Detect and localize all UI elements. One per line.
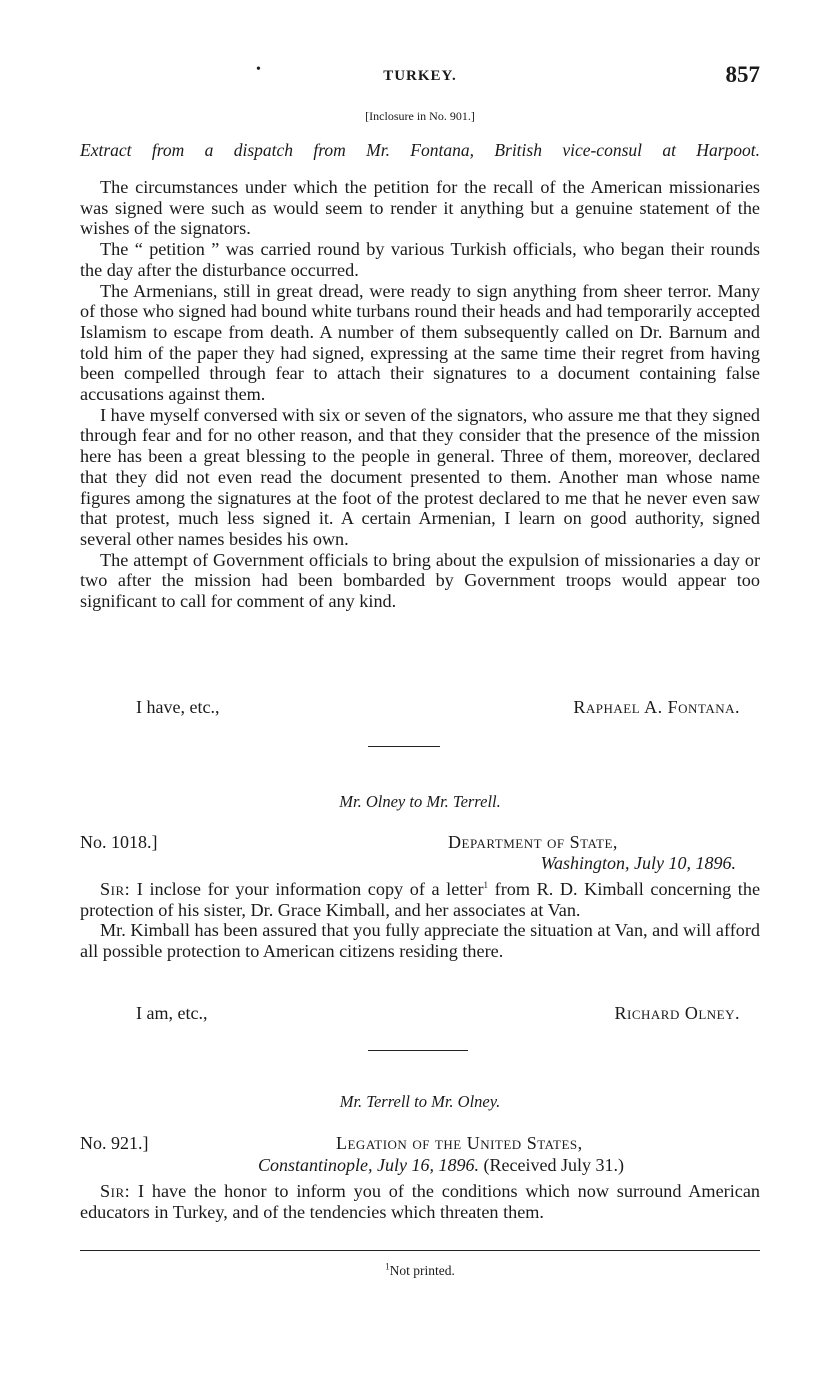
section-divider — [368, 746, 440, 747]
fontana-closing: I have, etc., — [136, 697, 220, 717]
footnote — [80, 1263, 760, 1279]
paragraph — [80, 1181, 760, 1222]
paragraph: I have myself conversed with six or seven of the signators, who assure me that they signed through fear and for no other reason, and that they consider that the presence of the mission here has been a great blessing to the people in general. Three of them, moreover, declared that they did not even read the document presented to them. Another man whose name figures among the signatures at the foot of the protest declared to me that he never even saw that protest, much less signed it. A certain Armenian, I learn on good authority, signed several other names besides his own. — [80, 404, 760, 549]
olney-closing: I am, etc., — [136, 1003, 208, 1023]
terrell-legation: Legation of the United States, — [336, 1133, 583, 1153]
paragraph: The “ petition ” was carried round by various Turkish officials, who began their rounds the day after the disturbance occurred. — [80, 239, 760, 280]
extract-title: Extract from a dispatch from Mr. Fontana, British vice-consul at Harpoot. — [80, 140, 760, 160]
terrell-received: (Received July 31.) — [483, 1155, 624, 1175]
paragraph — [80, 879, 760, 920]
footnote-mark: 1 — [385, 1261, 390, 1272]
paragraph: The Armenians, still in great dread, were ready to sign anything from sheer terror. Many of those who signed had bound white turbans round their heads and had temporarily accepted Islamism to escape from death. A number of them subsequently called on Dr. Barnum and told him of the paper they had signed, expressing at the same time their regret from having been compelled through fear to attach their signatures to a document containing false accusations against them. — [80, 280, 760, 405]
olney-department: Department of State, — [448, 832, 618, 852]
terrell-dateline — [258, 1155, 624, 1176]
olney-heading: Mr. Olney to Mr. Terrell. — [339, 792, 501, 811]
olney-signature: Richard Olney. — [614, 1003, 740, 1023]
fontana-signature: Raphael A. Fontana. — [573, 697, 740, 717]
paragraph: The attempt of Government officials to bring about the expulsion of missionaries a day or two after the mission had been bombarded by Government troops would appear too significant to call for comment of any kind. — [80, 549, 760, 612]
olney-number: No. 1018.] — [80, 832, 158, 852]
text: from R. D. Kimball concerning the protection of his sister, Dr. Grace Kimball, and her associates at Van. — [80, 879, 761, 920]
text: I have the honor to inform you of the conditions which now surround American educators in Turkey, and of the tendencies which threaten them. — [80, 1181, 760, 1222]
paragraph: Mr. Kimball has been assured that you fully appreciate the situation at Van, and will afford all possible protection to American citizens residing there. — [80, 920, 760, 962]
salutation: Sir: — [100, 879, 131, 899]
terrell-heading: Mr. Terrell to Mr. Olney. — [339, 1092, 501, 1111]
terrell-body — [80, 1181, 760, 1222]
section-divider — [368, 1050, 468, 1051]
text: I inclose for your information copy of a letter — [136, 879, 484, 899]
salutation: Sir: — [100, 1181, 131, 1201]
footnote-mark: 1 — [483, 879, 489, 890]
footnote-rule — [80, 1250, 760, 1251]
footnote-text: Not printed. — [389, 1263, 455, 1278]
paragraph: The circumstances under which the petition for the recall of the American missionaries was signed were such as would seem to render it anything but a genuine statement of the wishes of the signators. — [80, 177, 760, 239]
olney-body — [80, 879, 760, 962]
header-dot: • — [256, 62, 261, 77]
page-number: 857 — [725, 62, 760, 87]
running-head: TURKEY. — [383, 68, 457, 84]
terrell-place-date: Constantinople, July 16, 1896. — [258, 1155, 479, 1175]
fontana-body — [80, 177, 760, 612]
olney-place-date: Washington, July 10, 1896. — [540, 853, 736, 873]
inclosure-note: [Inclosure in No. 901.] — [365, 109, 475, 123]
terrell-number: No. 921.] — [80, 1133, 149, 1153]
